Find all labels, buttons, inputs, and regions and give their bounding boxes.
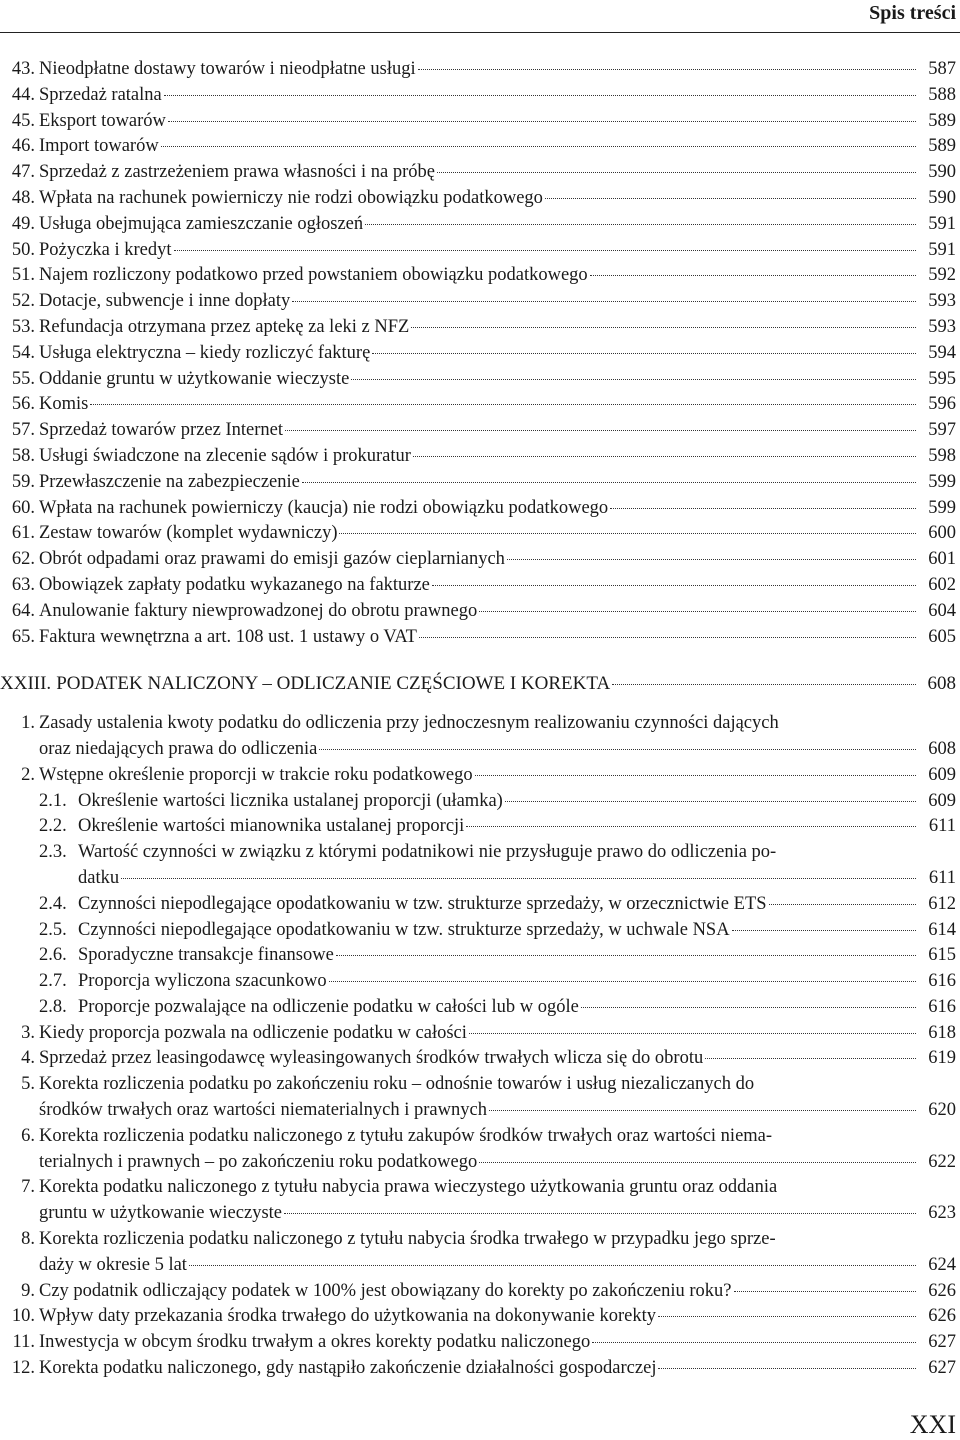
entry-page: 601 bbox=[928, 549, 956, 570]
entry-title: Refundacja otrzymana przez aptekę za leki z NFZ bbox=[39, 316, 410, 337]
toc-entry[interactable] bbox=[0, 1021, 956, 1047]
entry-number: 61. bbox=[11, 523, 35, 544]
entry-number: 50. bbox=[11, 239, 35, 260]
entry-page: 593 bbox=[928, 291, 956, 312]
entry-number: 5. bbox=[21, 1074, 35, 1095]
leader-dots bbox=[419, 637, 916, 638]
toc-entry[interactable] bbox=[0, 969, 956, 995]
entry-title: Eksport towarów bbox=[39, 110, 166, 131]
entry-number: 54. bbox=[11, 342, 35, 363]
entry-title-line: Zasady ustalenia kwoty podatku do odliczenia przy jednoczesnym realizowaniu czynności dających bbox=[39, 713, 779, 734]
entry-title: Usługa obejmująca zamieszczanie ogłoszeń bbox=[39, 213, 364, 234]
entry-page: 598 bbox=[928, 445, 956, 466]
entry-title: Wpłata na rachunek powierniczy nie rodzi obowiązku podatkowego bbox=[39, 187, 543, 208]
entry-number: 65. bbox=[11, 626, 35, 647]
entry-number: 56. bbox=[11, 394, 35, 415]
entry-title: Usługi świadczone na zlecenie sądów i prokuratur bbox=[39, 445, 411, 466]
toc-entry[interactable] bbox=[0, 1227, 956, 1253]
entry-title: Sprzedaż ratalna bbox=[39, 84, 162, 105]
entry-number: 7. bbox=[21, 1177, 35, 1198]
toc-entry[interactable] bbox=[0, 263, 956, 289]
entry-page: 594 bbox=[928, 342, 956, 363]
chapter-title: PODATEK NALICZONY – ODLICZANIE CZĘŚCIOWE I KOREKTA bbox=[56, 673, 611, 695]
entry-title: Import towarów bbox=[39, 136, 159, 157]
entry-title-line: Wartość czynności w związku z którymi podatnikowi nie przysługuje prawo do odliczenia po- bbox=[78, 842, 777, 863]
entry-page: 604 bbox=[928, 600, 956, 621]
leader-dots bbox=[479, 1162, 916, 1163]
toc-entry-continuation[interactable] bbox=[0, 1150, 956, 1176]
entry-number: 45. bbox=[11, 110, 35, 131]
leader-dots bbox=[90, 404, 916, 405]
entry-number: 1. bbox=[21, 713, 35, 734]
header-rule bbox=[0, 32, 960, 33]
entry-page: 623 bbox=[928, 1203, 956, 1224]
table-of-contents bbox=[0, 57, 956, 1382]
leader-dots bbox=[475, 775, 916, 776]
entry-number: 63. bbox=[11, 574, 35, 595]
entry-title: Komis bbox=[39, 394, 89, 415]
toc-entry[interactable] bbox=[0, 789, 956, 815]
leader-dots bbox=[489, 1110, 916, 1111]
entry-title: Wstępne określenie proporcji w trakcie roku podatkowego bbox=[39, 764, 473, 785]
entry-number: 59. bbox=[11, 471, 35, 492]
entry-page: 588 bbox=[928, 84, 956, 105]
entry-title: Anulowanie faktury niewprowadzonej do obrotu prawnego bbox=[39, 600, 478, 621]
entry-number: 64. bbox=[11, 600, 35, 621]
leader-dots bbox=[351, 379, 916, 380]
toc-entry[interactable] bbox=[0, 57, 956, 83]
entry-page: 609 bbox=[928, 764, 956, 785]
entry-page: 592 bbox=[928, 265, 956, 286]
entry-number: 2.2. bbox=[39, 816, 67, 837]
entry-title: Czynności niepodlegające opodatkowaniu w tzw. strukturze sprzedaży, w orzecznictwie ETS bbox=[78, 893, 767, 914]
chapter-heading[interactable] bbox=[0, 671, 956, 697]
entry-page: 591 bbox=[928, 239, 956, 260]
entry-page: 602 bbox=[928, 574, 956, 595]
entry-number: 2.3. bbox=[39, 842, 67, 863]
leader-dots bbox=[581, 1007, 916, 1008]
leader-dots bbox=[479, 611, 916, 612]
leader-dots bbox=[411, 327, 916, 328]
spacer bbox=[0, 697, 956, 711]
entry-page: 593 bbox=[928, 316, 956, 337]
leader-dots bbox=[413, 456, 916, 457]
entry-page: 599 bbox=[928, 471, 956, 492]
entry-page: 597 bbox=[928, 420, 956, 441]
leader-dots bbox=[121, 878, 916, 879]
entry-number: 55. bbox=[11, 368, 35, 389]
entry-title: daży w okresie 5 lat bbox=[39, 1254, 187, 1275]
toc-entry[interactable] bbox=[0, 444, 956, 470]
leader-dots bbox=[610, 508, 916, 509]
leader-dots bbox=[612, 684, 916, 685]
entry-title: Dotacje, subwencje i inne dopłaty bbox=[39, 291, 291, 312]
entry-number: 2.7. bbox=[39, 971, 67, 992]
toc-entry[interactable] bbox=[0, 1072, 956, 1098]
running-header-title: Spis treści bbox=[869, 2, 956, 24]
toc-entry[interactable] bbox=[0, 238, 956, 264]
entry-title: Obrót odpadami oraz prawami do emisji gazów cieplarnianych bbox=[39, 549, 505, 570]
page-number: XXI bbox=[909, 1410, 956, 1439]
toc-entry-continuation[interactable] bbox=[0, 866, 956, 892]
entry-page: 595 bbox=[928, 368, 956, 389]
entry-page: 596 bbox=[928, 394, 956, 415]
toc-entry[interactable] bbox=[0, 109, 956, 135]
leader-dots bbox=[292, 301, 916, 302]
leader-dots bbox=[302, 482, 916, 483]
leader-dots bbox=[329, 981, 916, 982]
entry-page: 627 bbox=[928, 1358, 956, 1379]
toc-entry[interactable] bbox=[0, 212, 956, 238]
entry-number: 2.4. bbox=[39, 893, 67, 914]
entry-number: 2.6. bbox=[39, 945, 67, 966]
entry-title: Nieodpłatne dostawy towarów i nieodpłatne usługi bbox=[39, 59, 416, 79]
toc-entry[interactable] bbox=[0, 418, 956, 444]
leader-dots bbox=[339, 533, 916, 534]
toc-entry[interactable] bbox=[0, 918, 956, 944]
toc-entry[interactable] bbox=[0, 1356, 956, 1382]
toc-entry[interactable] bbox=[0, 521, 956, 547]
entry-page: 611 bbox=[928, 867, 956, 888]
entry-number: 52. bbox=[11, 291, 35, 312]
entry-title: Usługa elektryczna – kiedy rozliczyć fakturę bbox=[39, 342, 371, 363]
toc-entry[interactable] bbox=[0, 392, 956, 418]
entry-page: 626 bbox=[928, 1280, 956, 1301]
leader-dots bbox=[705, 1058, 916, 1059]
entry-title: Czynności niepodlegające opodatkowaniu w tzw. strukturze sprzedaży, w uchwale NSA bbox=[78, 919, 730, 940]
entry-number: 12. bbox=[11, 1358, 35, 1379]
entry-page: 616 bbox=[928, 996, 956, 1017]
entry-page: 591 bbox=[928, 213, 956, 234]
leader-dots bbox=[507, 559, 916, 560]
leader-dots bbox=[732, 930, 916, 931]
entry-title: Sprzedaż przez leasingodawcę wyleasingowanych środków trwałych wlicza się do obrotu bbox=[39, 1048, 704, 1069]
entry-page: 624 bbox=[928, 1254, 956, 1275]
toc-entry[interactable] bbox=[0, 1175, 956, 1201]
entry-title: oraz niedających prawa do odliczenia bbox=[39, 738, 318, 759]
leader-dots bbox=[437, 172, 916, 173]
leader-dots bbox=[658, 1368, 916, 1369]
toc-entry[interactable] bbox=[0, 995, 956, 1021]
entry-number: 51. bbox=[11, 265, 35, 286]
leader-dots bbox=[168, 121, 916, 122]
toc-entry[interactable] bbox=[0, 186, 956, 212]
entry-title: Pożyczka i kredyt bbox=[39, 239, 172, 260]
entry-title: Sprzedaż z zastrzeżeniem prawa własności i na próbę bbox=[39, 162, 436, 183]
entry-number: 49. bbox=[11, 213, 35, 234]
entry-page: 615 bbox=[928, 945, 956, 966]
toc-entry[interactable] bbox=[0, 599, 956, 625]
toc-entry-continuation[interactable] bbox=[0, 737, 956, 763]
toc-entry-continuation[interactable] bbox=[0, 1098, 956, 1124]
toc-entry[interactable] bbox=[0, 289, 956, 315]
leader-dots bbox=[505, 801, 916, 802]
entry-page: 587 bbox=[928, 59, 956, 79]
leader-dots bbox=[164, 95, 916, 96]
entry-number: 48. bbox=[11, 187, 35, 208]
entry-page: 620 bbox=[928, 1100, 956, 1121]
entry-title: Korekta podatku naliczonego, gdy nastąpiło zakończenie działalności gospodarczej bbox=[39, 1358, 657, 1379]
entry-number: 8. bbox=[21, 1229, 35, 1250]
entry-number: 11. bbox=[12, 1332, 35, 1353]
leader-dots bbox=[285, 430, 916, 431]
entry-number: 58. bbox=[11, 445, 35, 466]
toc-entry[interactable] bbox=[0, 1046, 956, 1072]
entry-number: 2.5. bbox=[39, 919, 67, 940]
leader-dots bbox=[161, 146, 916, 147]
entry-title: Proporcje pozwalające na odliczenie podatku w całości lub w ogóle bbox=[78, 996, 579, 1017]
entry-number: 10. bbox=[11, 1306, 35, 1327]
entry-title: Sprzedaż towarów przez Internet bbox=[39, 420, 283, 441]
entry-number: 62. bbox=[11, 549, 35, 570]
entry-title: środków trwałych oraz wartości niematerialnych i prawnych bbox=[39, 1100, 487, 1121]
toc-entry[interactable] bbox=[0, 711, 956, 737]
leader-dots bbox=[590, 275, 916, 276]
toc-entry[interactable] bbox=[0, 840, 956, 866]
toc-entry-continuation[interactable] bbox=[0, 1253, 956, 1279]
entry-page: 614 bbox=[928, 919, 956, 940]
entry-page: 590 bbox=[928, 187, 956, 208]
entry-title: terialnych i prawnych – po zakończeniu roku podatkowego bbox=[39, 1151, 478, 1172]
toc-entry[interactable] bbox=[0, 83, 956, 109]
toc-entry[interactable] bbox=[0, 1330, 956, 1356]
toc-entry[interactable] bbox=[0, 496, 956, 522]
entry-title: Wpływ daty przekazania środka trwałego do użytkowania na dokonywanie korekty bbox=[39, 1306, 656, 1327]
entry-title-line: Korekta rozliczenia podatku po zakończeniu roku – odnośnie towarów i usług niezaliczanych do bbox=[39, 1074, 755, 1095]
entry-title: Proporcja wyliczona szacunkowo bbox=[78, 971, 327, 992]
toc-entry[interactable] bbox=[0, 547, 956, 573]
toc-entry-continuation[interactable] bbox=[0, 1201, 956, 1227]
entry-number: 47. bbox=[11, 162, 35, 183]
entry-number: 9. bbox=[21, 1280, 35, 1301]
entry-title: Przewłaszczenie na zabezpieczenie bbox=[39, 471, 300, 492]
leader-dots bbox=[769, 904, 916, 905]
toc-entry[interactable] bbox=[0, 315, 956, 341]
entry-number: 60. bbox=[11, 497, 35, 518]
entry-page: 618 bbox=[928, 1022, 956, 1043]
entry-title: Zestaw towarów (komplet wydawniczy) bbox=[39, 523, 338, 544]
entry-number: 2.1. bbox=[39, 790, 67, 811]
entry-number: 4. bbox=[21, 1048, 35, 1069]
leader-dots bbox=[658, 1316, 916, 1317]
entry-title-line: Korekta rozliczenia podatku naliczonego z tytułu nabycia środka trwałego w przypadku jego sprze- bbox=[39, 1229, 776, 1250]
toc-entry[interactable] bbox=[0, 814, 956, 840]
entry-title: Czy podatnik odliczający podatek w 100% jest obowiązany do korekty po zakończeniu roku? bbox=[39, 1280, 732, 1301]
entry-title-line: Korekta rozliczenia podatku naliczonego z tytułu zakupów środków trwałych oraz wartości niema- bbox=[39, 1125, 773, 1146]
entry-title-line: Korekta podatku naliczonego z tytułu nabycia prawa wieczystego użytkowania gruntu oraz oddania bbox=[39, 1177, 778, 1198]
entry-title: Wpłata na rachunek powierniczy (kaucja) nie rodzi obowiązku podatkowego bbox=[39, 497, 609, 518]
entry-page: 627 bbox=[928, 1332, 956, 1353]
leader-dots bbox=[189, 1265, 916, 1266]
entry-page: 599 bbox=[928, 497, 956, 518]
leader-dots bbox=[372, 353, 916, 354]
entry-title: Określenie wartości mianownika ustalanej proporcji bbox=[78, 816, 465, 837]
entry-page: 616 bbox=[928, 971, 956, 992]
entry-title: gruntu w użytkowanie wieczyste bbox=[39, 1203, 282, 1224]
leader-dots bbox=[418, 69, 916, 70]
entry-page: 608 bbox=[928, 738, 956, 759]
spacer bbox=[0, 650, 956, 671]
leader-dots bbox=[592, 1342, 916, 1343]
leader-dots bbox=[432, 585, 916, 586]
entry-page: 626 bbox=[928, 1306, 956, 1327]
entry-number: 44. bbox=[11, 84, 35, 105]
toc-entry[interactable] bbox=[0, 625, 956, 651]
entry-page: 600 bbox=[928, 523, 956, 544]
toc-entry[interactable] bbox=[0, 341, 956, 367]
entry-page: 622 bbox=[928, 1151, 956, 1172]
toc-entry[interactable] bbox=[0, 892, 956, 918]
entry-title: Kiedy proporcja pozwala na odliczenie podatku w całości bbox=[39, 1022, 467, 1043]
entry-page: 612 bbox=[928, 893, 956, 914]
entry-title: Najem rozliczony podatkowo przed powstaniem obowiązku podatkowego bbox=[39, 265, 588, 286]
entry-title: Obowiązek zapłaty podatku wykazanego na fakturze bbox=[39, 574, 430, 595]
entry-number: 53. bbox=[11, 316, 35, 337]
entry-number: 57. bbox=[11, 420, 35, 441]
entry-title: Określenie wartości licznika ustalanej proporcji (ułamka) bbox=[78, 790, 503, 811]
toc-entry[interactable] bbox=[0, 367, 956, 393]
toc-entry[interactable] bbox=[0, 763, 956, 789]
toc-entry[interactable] bbox=[0, 1124, 956, 1150]
entry-number: 46. bbox=[11, 136, 35, 157]
entry-title: datku bbox=[78, 867, 120, 888]
entry-number: 2. bbox=[21, 764, 35, 785]
leader-dots bbox=[174, 250, 916, 251]
toc-entry[interactable] bbox=[0, 1279, 956, 1305]
entry-number: 6. bbox=[21, 1125, 35, 1146]
leader-dots bbox=[365, 224, 916, 225]
entry-page: 590 bbox=[928, 162, 956, 183]
entry-page: 605 bbox=[928, 626, 956, 647]
entry-page: 619 bbox=[928, 1048, 956, 1069]
entry-page: 589 bbox=[928, 110, 956, 131]
entry-page: 611 bbox=[928, 816, 956, 837]
chapter-number: XXIII. bbox=[0, 673, 52, 695]
entry-title: Inwestycja w obcym środku trwałym a okres korekty podatku naliczonego bbox=[39, 1332, 591, 1353]
toc-entry[interactable] bbox=[0, 943, 956, 969]
leader-dots bbox=[466, 826, 916, 827]
entry-page: 609 bbox=[928, 790, 956, 811]
entry-number: 2.8. bbox=[39, 996, 67, 1017]
entry-number: 43. bbox=[11, 59, 35, 79]
toc-entry[interactable] bbox=[0, 1304, 956, 1330]
toc-entry[interactable] bbox=[0, 470, 956, 496]
leader-dots bbox=[319, 749, 916, 750]
toc-entry[interactable] bbox=[0, 134, 956, 160]
chapter-page: 608 bbox=[927, 673, 956, 695]
entry-title: Sporadyczne transakcje finansowe bbox=[78, 945, 334, 966]
entry-page: 589 bbox=[928, 136, 956, 157]
entry-number: 3. bbox=[21, 1022, 35, 1043]
toc-entry[interactable] bbox=[0, 160, 956, 186]
leader-dots bbox=[734, 1291, 916, 1292]
entry-title: Oddanie gruntu w użytkowanie wieczyste bbox=[39, 368, 350, 389]
leader-dots bbox=[545, 198, 916, 199]
leader-dots bbox=[469, 1033, 916, 1034]
leader-dots bbox=[284, 1213, 916, 1214]
leader-dots bbox=[336, 955, 916, 956]
toc-entry[interactable] bbox=[0, 573, 956, 599]
entry-title: Faktura wewnętrzna a art. 108 ust. 1 ustawy o VAT bbox=[39, 626, 417, 647]
